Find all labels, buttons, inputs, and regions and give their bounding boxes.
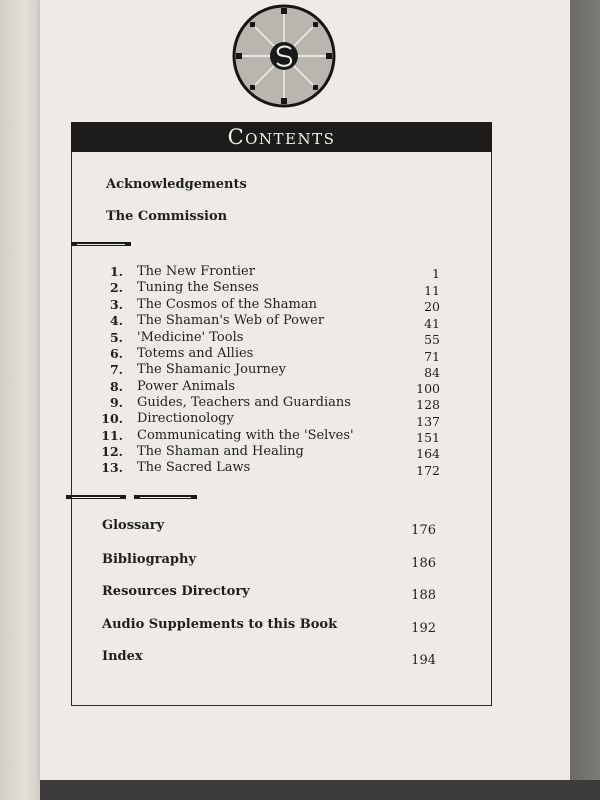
back-matter-title: Glossary [102,518,165,533]
front-matter-entry: Acknowledgements [106,177,247,192]
back-matter-page: 186 [411,556,436,571]
medicine-wheel-emblem [232,4,336,108]
chapter-number: 4. [109,313,123,328]
ornament-divider [66,494,126,500]
chapter-page: 55 [424,332,440,347]
chapter-page: 84 [424,365,440,380]
chapter-page: 71 [424,349,440,364]
page-title: Contents [227,125,336,149]
chapter-title: Totems and Allies [137,346,254,361]
back-matter-page: 188 [411,588,436,603]
chapter-page: 164 [416,446,440,461]
front-matter-entry: The Commission [106,209,228,224]
ornament-divider [134,494,197,500]
chapter-title: 'Medicine' Tools [137,330,244,345]
chapter-title: The Cosmos of the Shaman [137,297,317,312]
back-matter-title: Bibliography [102,552,197,567]
back-matter-page: 194 [411,653,436,668]
chapter-page: 128 [416,397,440,412]
chapter-title: The Shaman's Web of Power [137,313,325,328]
chapter-page: 172 [416,463,440,478]
chapter-page: 100 [416,381,440,396]
chapter-title: The Shaman and Healing [137,444,304,459]
chapter-number: 5. [109,330,123,345]
chapter-page: 20 [424,299,440,314]
chapter-page: 1 [432,266,440,281]
back-matter-page: 192 [411,621,436,636]
chapter-page: 137 [416,414,440,429]
chapter-number: 8. [109,379,123,394]
background-bottom [40,780,600,800]
chapter-number: 7. [109,362,123,377]
chapter-title: Power Animals [137,379,236,394]
chapter-number: 13. [101,460,123,475]
contents-header-band [71,122,492,152]
back-matter-title: Audio Supplements to this Book [102,617,338,632]
chapter-page: 151 [416,430,440,445]
chapter-title: The Shamanic Journey [137,362,286,377]
back-matter-title: Index [102,649,143,664]
chapter-number: 2. [109,280,123,295]
chapter-title: Tuning the Senses [137,280,259,295]
chapter-page: 41 [424,316,440,331]
chapter-number: 9. [109,395,123,410]
chapter-title: Directionology [137,411,234,426]
ornament-divider [71,241,131,247]
chapter-title: Communicating with the 'Selves' [137,428,354,443]
back-matter-page: 176 [411,523,436,538]
chapter-title: The New Frontier [137,264,255,279]
chapter-number: 10. [101,411,123,426]
chapter-number: 6. [109,346,123,361]
book-spine [0,0,44,800]
background-edge [570,0,600,780]
chapter-page: 11 [424,283,440,298]
chapter-number: 12. [101,444,123,459]
chapter-title: The Sacred Laws [137,460,251,475]
chapter-number: 11. [101,428,123,443]
chapter-number: 1. [109,264,123,279]
chapter-number: 3. [109,297,123,312]
back-matter-title: Resources Directory [102,584,250,599]
chapter-title: Guides, Teachers and Guardians [137,395,351,410]
